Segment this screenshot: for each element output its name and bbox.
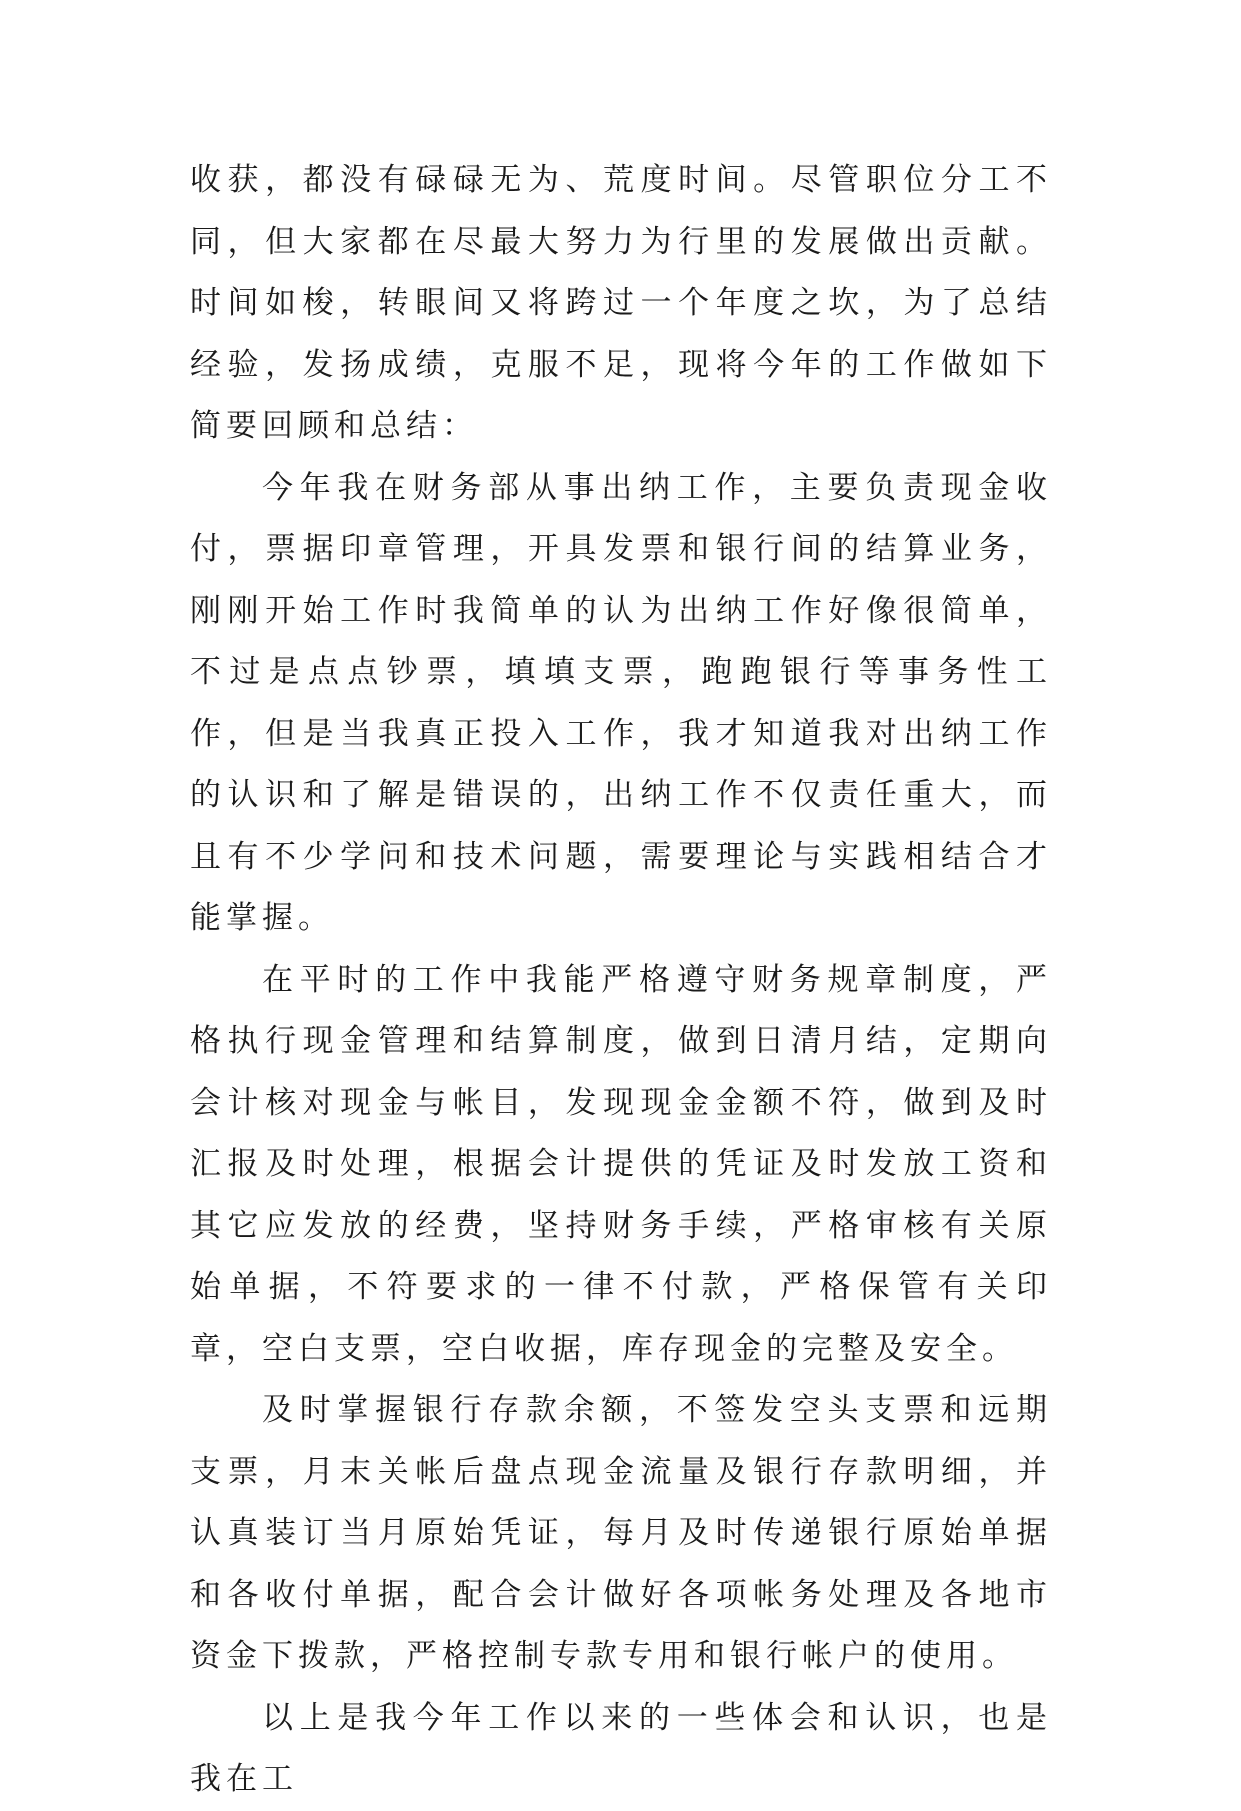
paragraph-5: 以上是我今年工作以来的一些体会和认识，也是我在工 [190, 1699, 1052, 1797]
document-body [190, 150, 1052, 1811]
paragraph-1: 收获，都没有碌碌无为、荒度时间。尽管职位分工不同，但大家都在尽最大努力为行里的发展做出贡献。时间如梭，转眼间又将跨过一个年度之坎，为了总结经验，发扬成绩，克服不足，现将今年的工作做如下简要回顾和总结： [190, 162, 1052, 444]
paragraph-2: 今年我在财务部从事出纳工作，主要负责现金收付，票据印章管理，开具发票和银行间的结算业务，刚刚开始工作时我简单的认为出纳工作好像很简单，不过是点点钞票，填填支票，跑跑银行等事务性工作，但是当我真正投入工作，我才知道我对出纳工作的认识和了解是错误的，出纳工作不仅责任重大，而且有不少学问和技术问题，需要理论与实践相结合才能掌握。 [190, 469, 1052, 936]
paragraph-4: 及时掌握银行存款余额，不签发空头支票和远期支票，月末关帐后盘点现金流量及银行存款明细，并认真装订当月原始凭证，每月及时传递银行原始单据和各收付单据，配合会计做好各项帐务处理及各地市资金下拨款，严格控制专款专用和银行帐户的使用。 [190, 1392, 1052, 1674]
paragraph-3: 在平时的工作中我能严格遵守财务规章制度，严格执行现金管理和结算制度，做到日清月结，定期向会计核对现金与帐目，发现现金金额不符，做到及时汇报及时处理，根据会计提供的凭证及时发放工资和其它应发放的经费，坚持财务手续，严格审核有关原始单据，不符要求的一律不付款，严格保管有关印章，空白支票，空白收据，库存现金的完整及安全。 [190, 961, 1052, 1367]
